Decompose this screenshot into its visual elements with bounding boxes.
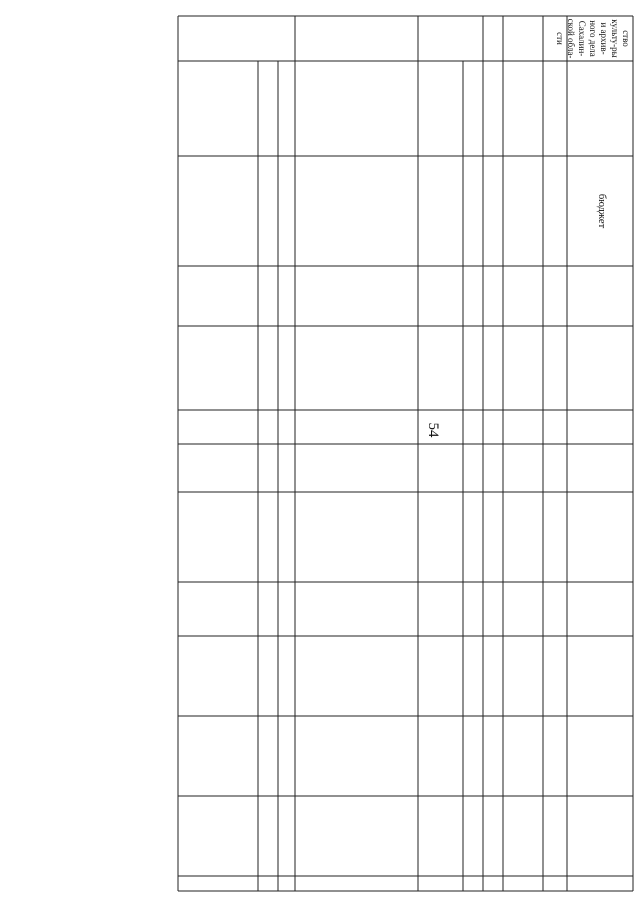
page-number: 54 [425, 422, 441, 438]
cont-budget: бюджет [596, 193, 607, 229]
table-grid [178, 16, 633, 891]
rotated-table [178, 16, 633, 891]
cont-org: ство культу-ры и архив-ного дела Сахалин-ской обла-сти [555, 18, 631, 59]
